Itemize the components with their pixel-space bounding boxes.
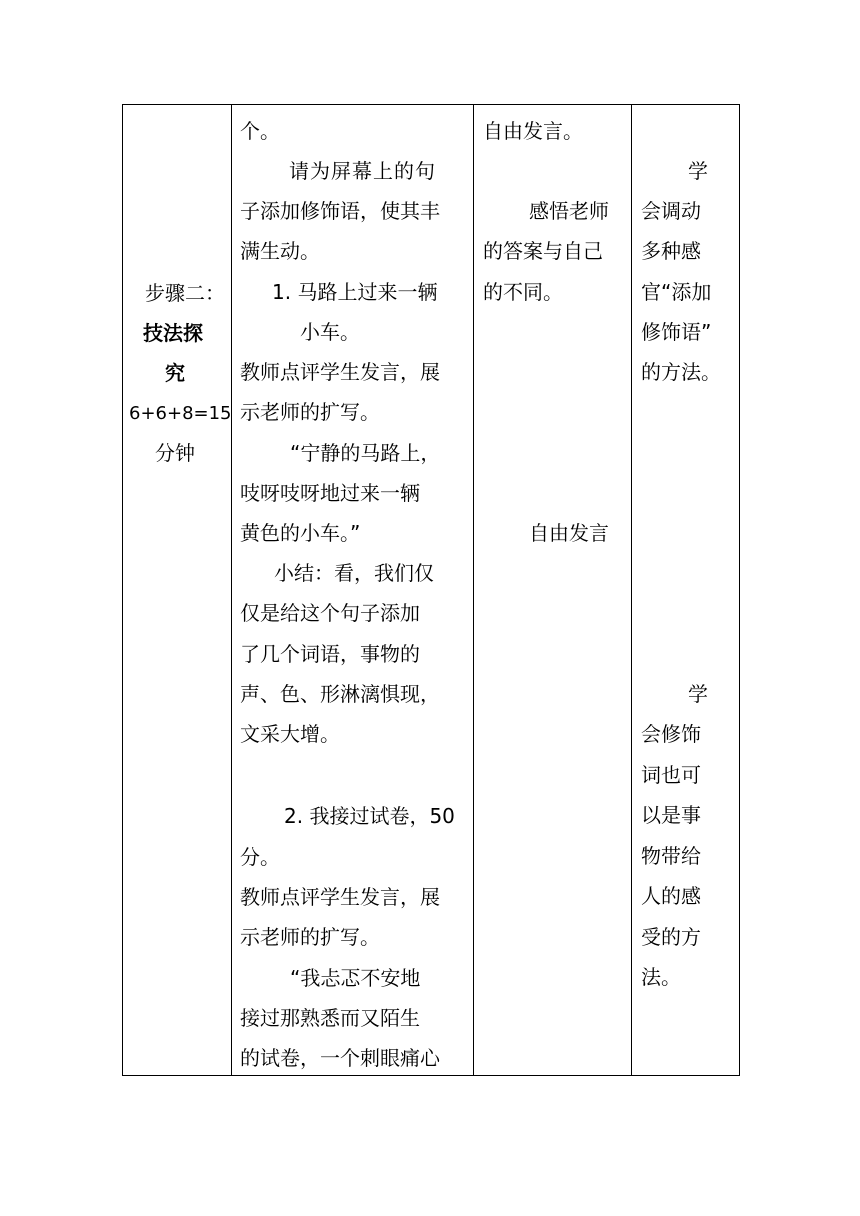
step-cell xyxy=(123,105,232,1076)
teacher-text-line: 吱呀吱呀地过来一辆 xyxy=(240,481,420,505)
goal-text-line: 学 xyxy=(688,682,708,706)
teacher-text-line: “宁静的马路上， xyxy=(290,441,441,465)
student-text-line: 自由发言。 xyxy=(483,119,583,143)
teacher-text-line: 示老师的扩写。 xyxy=(240,925,380,949)
lesson-plan-table xyxy=(122,104,740,1076)
teacher-text-line: 示老师的扩写。 xyxy=(240,400,380,424)
teacher-text-line: 的试卷，一个刺眼痛心 xyxy=(240,1046,440,1070)
goal-text-line: 修饰语” xyxy=(641,320,712,344)
goal-text-line: 的方法。 xyxy=(641,360,721,384)
student-activity-cell xyxy=(474,105,632,1076)
goal-cell xyxy=(632,105,740,1076)
student-text-line: 的答案与自己 xyxy=(483,239,603,263)
teacher-text-line: 文采大增。 xyxy=(240,722,340,746)
goal-text-line: 以是事 xyxy=(641,803,701,827)
goal-text-line: 学 xyxy=(688,159,708,183)
teacher-text-line: “我忐忑不安地 xyxy=(290,966,421,990)
goal-text-line: 词也可 xyxy=(641,763,701,787)
teacher-text-line: 1. 马路上过来一辆 xyxy=(272,280,438,304)
step-time-formula: 6+6+8=15 xyxy=(129,403,232,424)
teacher-text-line: 分。 xyxy=(240,845,280,869)
teacher-text-line: 声、色、形淋漓惧现， xyxy=(240,682,440,706)
goal-text-line: 人的感 xyxy=(641,884,701,908)
teacher-text-line: 接过那熟悉而又陌生 xyxy=(240,1006,420,1030)
step-title-line-1: 技法探 xyxy=(143,321,203,345)
teacher-text-line: 小车。 xyxy=(300,320,360,344)
teacher-text-line: 黄色的小车。” xyxy=(240,521,361,545)
teacher-text-line: 满生动。 xyxy=(240,239,320,263)
step-label: 步骤二： xyxy=(145,281,225,305)
goal-text-line: 法。 xyxy=(641,965,681,989)
teacher-text-line: 教师点评学生发言，展 xyxy=(240,360,440,384)
teacher-text-line: 仅是给这个句子添加 xyxy=(240,601,420,625)
student-text-line: 的不同。 xyxy=(483,280,563,304)
teacher-activity-cell xyxy=(232,105,474,1076)
goal-text-line: 会修饰 xyxy=(641,722,701,746)
teacher-text-line: 请为屏幕上的句 xyxy=(289,159,436,183)
student-text-line: 感悟老师 xyxy=(529,199,609,223)
teacher-text-line: 子添加修饰语，使其丰 xyxy=(240,199,440,223)
teacher-text-line: 2. 我接过试卷，50 xyxy=(284,804,455,828)
teacher-text-line: 个。 xyxy=(240,119,280,143)
goal-text-line: 官“添加 xyxy=(641,280,712,304)
goal-text-line: 受的方 xyxy=(641,925,701,949)
step-time-unit: 分钟 xyxy=(155,441,195,465)
goal-text-line: 多种感 xyxy=(641,239,701,263)
goal-text-line: 物带给 xyxy=(641,844,701,868)
goal-text-line: 会调动 xyxy=(641,199,701,223)
step-title-line-2: 究 xyxy=(165,361,185,385)
table-row xyxy=(123,105,740,1076)
student-text-line: 自由发言 xyxy=(529,521,609,545)
teacher-text-line: 了几个词语，事物的 xyxy=(240,642,420,666)
teacher-text-line: 小结：看，我们仅 xyxy=(274,561,434,585)
teacher-text-line: 教师点评学生发言，展 xyxy=(240,885,440,909)
